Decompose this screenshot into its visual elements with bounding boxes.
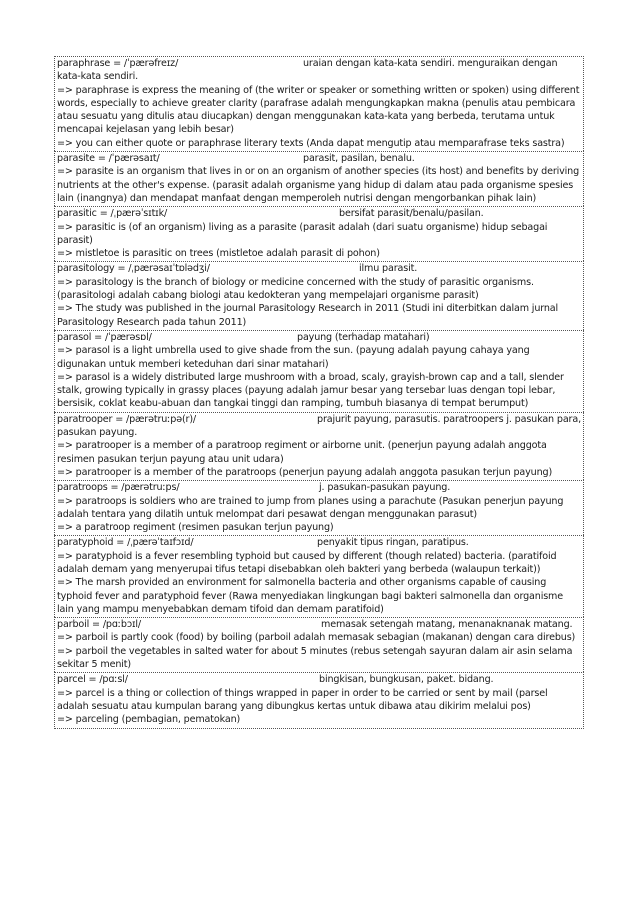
- headword: paratroops = /pærətruːps/: [57, 482, 180, 494]
- headword: paratrooper = /pærətruːpə(r)/: [57, 413, 197, 425]
- headword: paraphrase = /ˈpærəfreɪz/: [57, 58, 179, 69]
- meaning: ilmu parasit.: [359, 263, 418, 275]
- entry-header: [57, 413, 581, 440]
- headword: parasite = /ˈpærəsaɪt/: [57, 153, 160, 165]
- entry-parasol: [54, 330, 584, 412]
- example-line: => parasitology is the branch of biology or medicine concerned with the study of parasitic organisms. (parasitologi adalah cabang biologi atau kedokteran yang mempelajari organisme parasit): [57, 276, 534, 302]
- entry-header: [57, 536, 581, 549]
- headword: parasol = /ˈpærəsɒl/: [57, 331, 152, 343]
- example-line: => you can either quote or paraphrase literary texts (Anda dapat mengutip atau memparafrase teks sastra): [57, 137, 565, 149]
- example-line: => paratrooper is a member of the paratroops (penerjun payung adalah anggota pasukan terjun payung): [57, 466, 553, 478]
- entry-parboil: [54, 617, 584, 672]
- meaning: parasit, pasilan, benalu.: [303, 153, 415, 165]
- example-line: => paratroops is soldiers who are trained to jump from planes using a parachute (Pasukan penerjun payung adalah tentara yang dilatih untuk melompat dari pesawat dengan menggunakan parasut): [57, 495, 564, 520]
- example-line: => parboil is partly cook (food) by boiling (parboil adalah memasak sebagian (makanan) dengan cara direbus): [57, 632, 576, 644]
- example-line: => paratyphoid is a fever resembling typhoid but caused by different (though related) bacteria. (paratifoid adalah demam yang menyerupai tifus tetapi disebabkan oleh bakteri yang berbeda (walaupun terkait)): [57, 550, 557, 575]
- example-line: => parasite is an organism that lives in or on an organism of another species (its host) and benefits by deriving nutrients at the other's expense. (parasit adalah organisme yang hidup di dalam atau pada organisme spesies lain (inangnya) dan mendapat manfaat dengan memperoleh nutrisi dengan mengorbankan pihak lain): [57, 166, 580, 204]
- entry-paratyphoid: [54, 535, 584, 617]
- example-line: => parboil the vegetables in salted water for about 5 minutes (rebus setengah sayuran dalam air asin selama sekitar 5 menit): [57, 645, 573, 671]
- example-line: => parcel is a thing or collection of things wrapped in paper in order to be carried or sent by mail (parsel adalah sesuatu atau kumpulan barang yang dibungkus kertas untuk dibawa atau dikirim melalui pos): [57, 687, 548, 712]
- entry-paraphrase: [54, 56, 584, 151]
- entry-parasite: [54, 151, 584, 206]
- headword: parcel = /pɑːsl/: [57, 674, 128, 686]
- entry-header: [57, 152, 581, 165]
- entry-header: [57, 481, 581, 494]
- entry-header: [57, 331, 581, 344]
- entry-header: [57, 673, 581, 686]
- entry-header: [57, 262, 581, 275]
- example-line: => parasol is a light umbrella used to give shade from the sun. (payung adalah payung cahaya yang digunakan untuk memberi keteduhan dari sinar matahari): [57, 345, 530, 370]
- dictionary-page: [54, 56, 584, 729]
- example-line: => parasol is a widely distributed large mushroom with a broad, scaly, grayish-brown cap and a tall, slender stalk, growing typically in grassy places (payung adalah jamur besar yang tersebar luas dengan topi lebar, bersisik, coklat keabu-abuan dan tangkai tinggi dan ramping, tumbuh biasanya di tempat berumput): [57, 371, 564, 410]
- example-line: => The marsh provided an environment for salmonella bacteria and other organisms capable of causing typhoid fever and paratyphoid fever (Rawa menyediakan lingkungan bagi bakteri salmonella dan organisme lain yang mampu menyebabkan demam tifoid dan demam paratifoid): [57, 577, 564, 615]
- headword: paratyphoid = /ˌpærəˈtaɪfɔɪd/: [57, 537, 194, 549]
- meaning: j. pasukan-pasukan payung.: [319, 482, 451, 494]
- entry-parasitic: [54, 206, 584, 261]
- entry-parcel: [54, 672, 584, 728]
- entry-paratroops: [54, 480, 584, 535]
- meaning: bingkisan, bungkusan, paket. bidang.: [319, 674, 494, 686]
- example-line: => a paratroop regiment (resimen pasukan terjun payung): [57, 522, 334, 534]
- headword: parboil = /pɑːbɔɪl/: [57, 619, 141, 631]
- entry-header: [57, 57, 581, 84]
- meaning: penyakit tipus ringan, paratipus.: [317, 537, 469, 549]
- meaning: bersifat parasit/benalu/pasilan.: [339, 208, 484, 220]
- entry-header: [57, 618, 581, 631]
- entry-paratrooper: [54, 412, 584, 480]
- entry-header: [57, 207, 581, 220]
- example-line: => paratrooper is a member of a paratroop regiment or airborne unit. (penerjun payung adalah anggota resimen pasukan terjun payung atau unit udara): [57, 440, 547, 465]
- example-line: => parasitic is (of an organism) living as a parasite (parasit adalah (dari suatu organisme) hidup sebagai parasit): [57, 221, 548, 246]
- headword: parasitology = /ˌpærəsaɪˈtɒlədʒi/: [57, 263, 210, 275]
- entry-parasitology: [54, 261, 584, 329]
- meaning: prajurit payung, parasutis. paratroopers j. pasukan para, pasukan payung.: [57, 413, 581, 439]
- meaning: payung (terhadap matahari): [297, 331, 430, 343]
- example-line: => paraphrase is express the meaning of (the writer or speaker or something written or spoken) using different words, especially to achieve greater clarity (parafrase adalah mengungkapkan makna (penulis atau pembicara atau sesuatu yang ditulis atau diucapkan) dengan menggunakan kata-kata yang berbeda, terutama untuk mencapai kejelasan yang lebih besar): [57, 84, 580, 136]
- example-line: => The study was published in the journal Parasitology Research in 2011 (Studi ini diterbitkan dalam jurnal Parasitology Research pada tahun 2011): [57, 303, 559, 328]
- example-line: => parceling (pembagian, pematokan): [57, 714, 241, 726]
- meaning: uraian dengan kata-kata sendiri. menguraikan dengan kata-kata sendiri.: [57, 58, 558, 83]
- headword: parasitic = /ˌpærəˈsɪtɪk/: [57, 208, 168, 220]
- example-line: => mistletoe is parasitic on trees (mistletoe adalah parasit di pohon): [57, 248, 380, 260]
- meaning: memasak setengah matang, menanaknanak matang.: [321, 619, 573, 631]
